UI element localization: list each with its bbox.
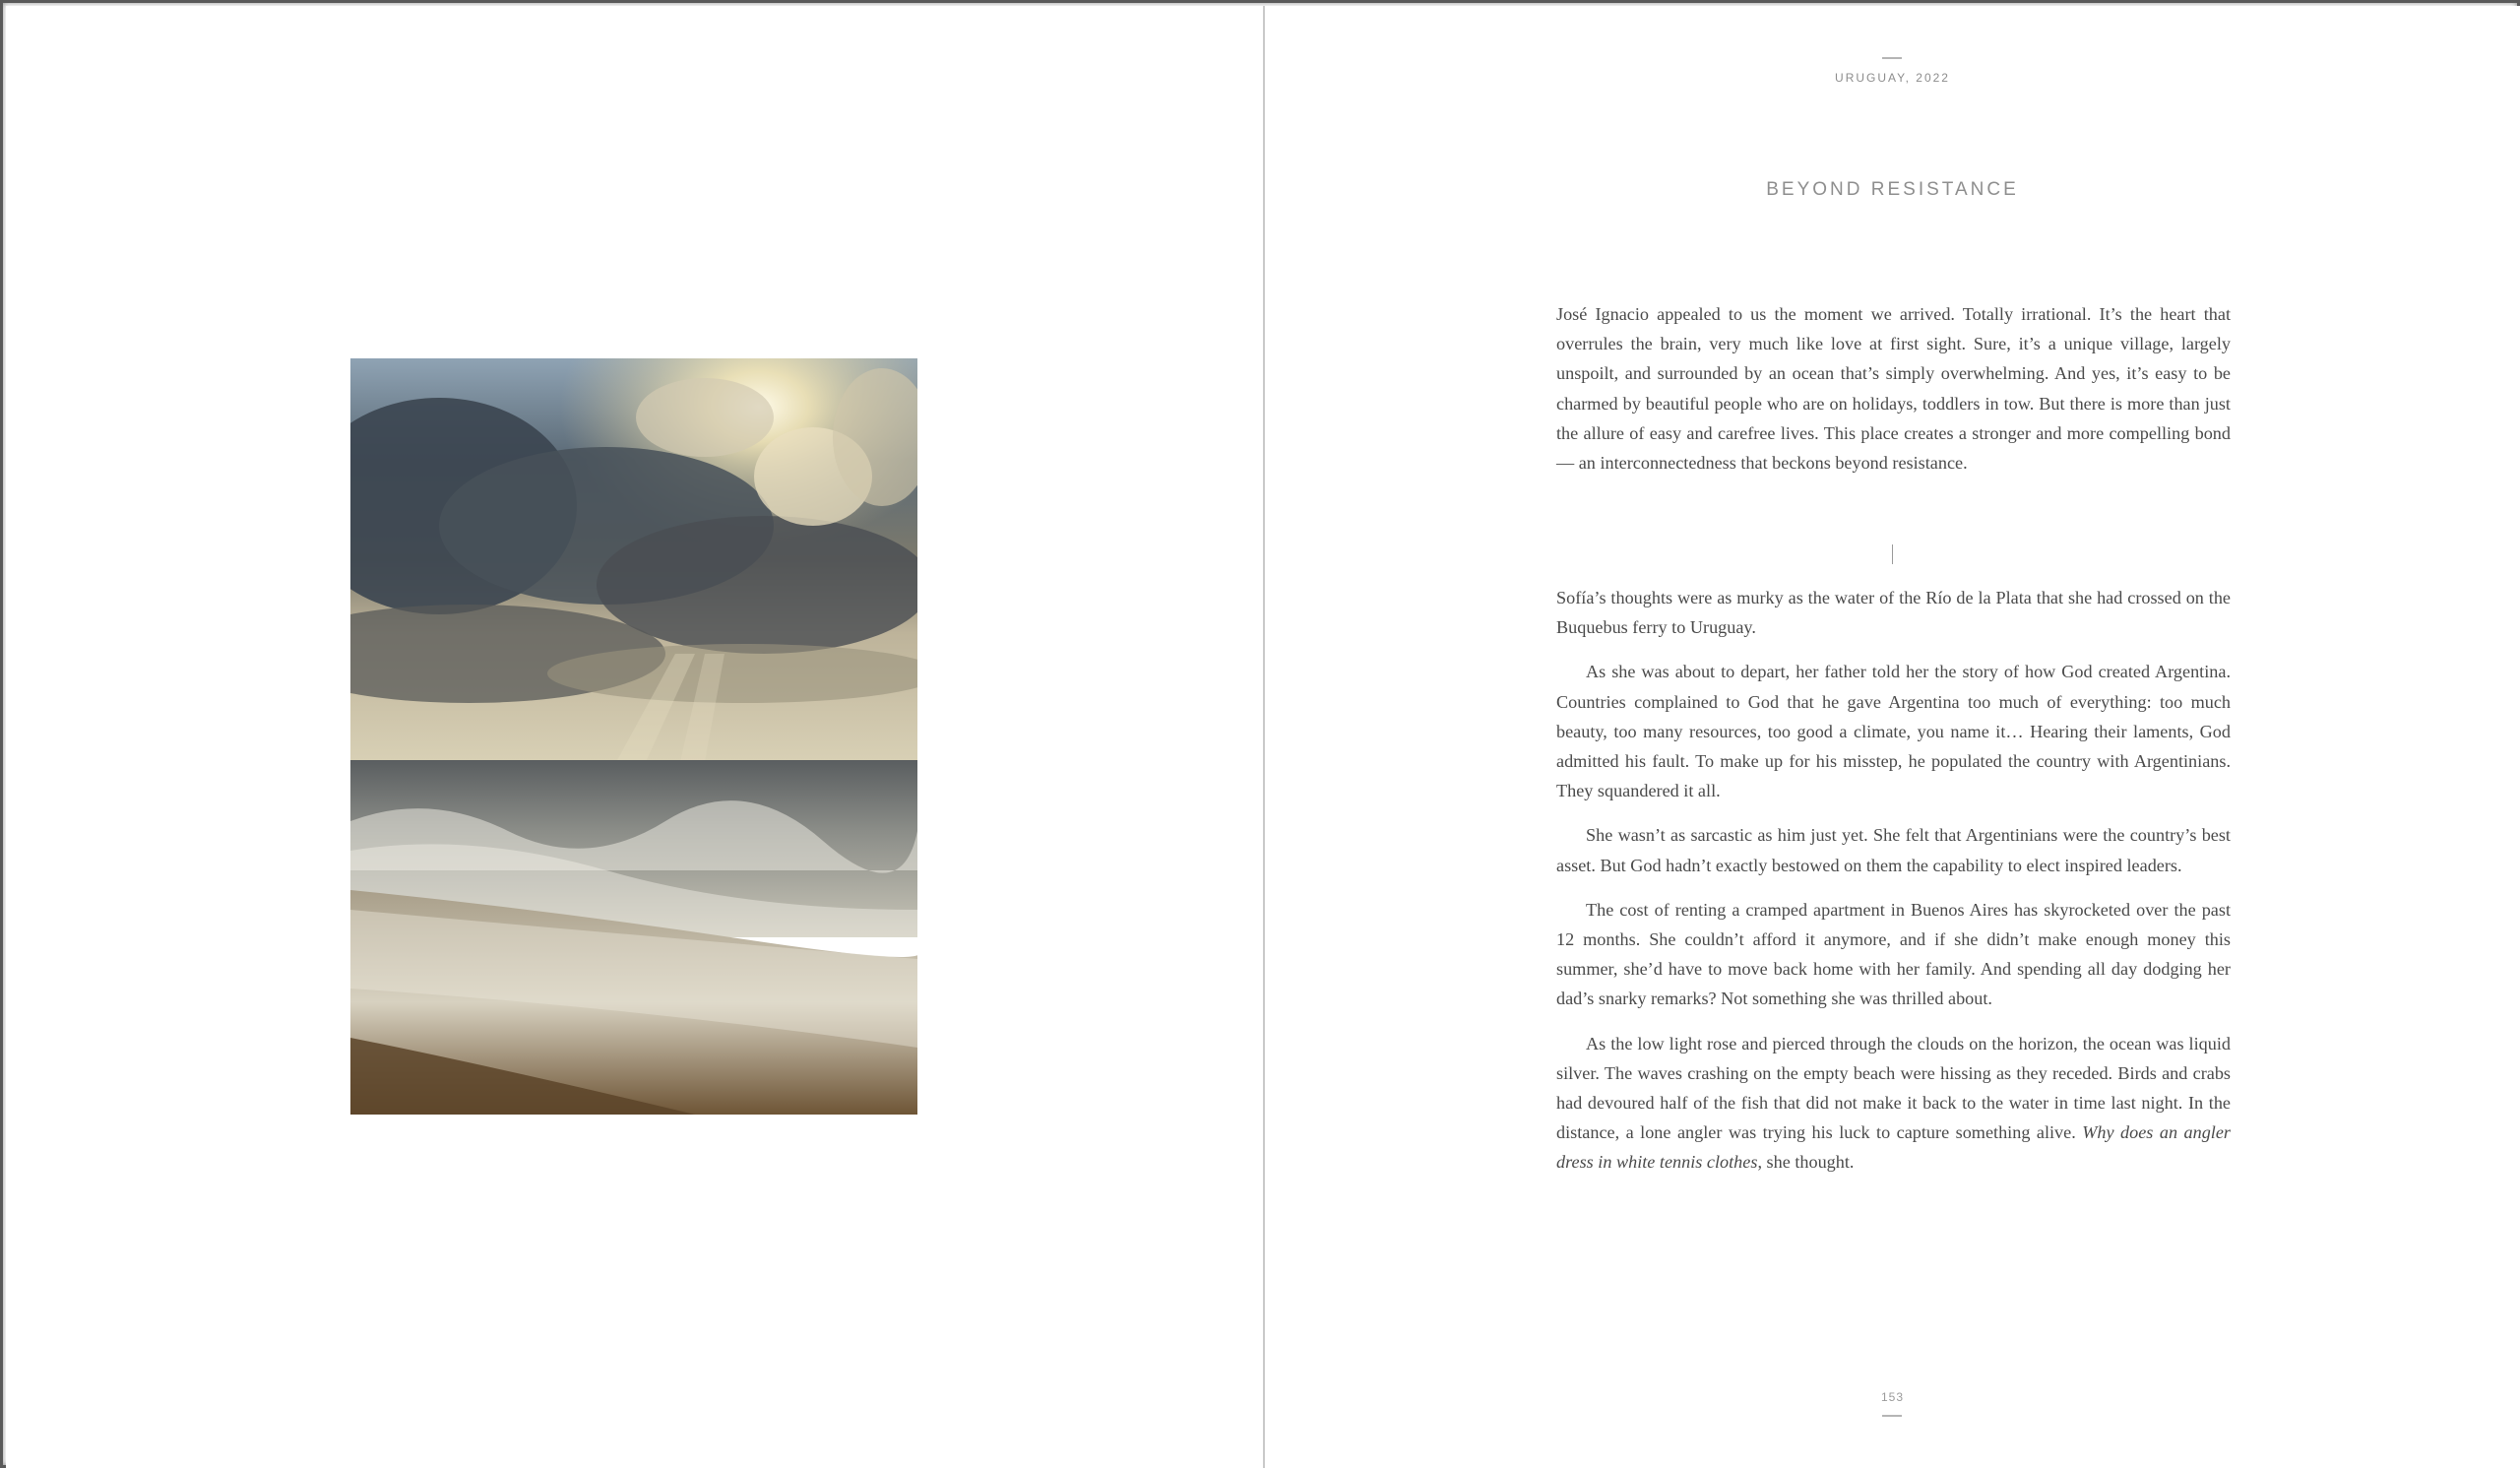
chapter-title: BEYOND RESISTANCE: [1766, 179, 2019, 200]
last-paragraph-text: As the low light rose and pierced through the clouds on the horizon, the ocean was liquid silver. The waves crashing on the empty beach were hissing as they receded. Birds and crabs had devoured half of the fish that did not make it back to the water in time last night. In the distance, a lone angler was trying his luck to capture something alive.: [1556, 1033, 2231, 1143]
ocean-sunset-photo-icon: [350, 358, 917, 1115]
intro-paragraph: José Ignacio appealed to us the moment we arrived. Totally irrational. It’s the heart that overrules the brain, very much like love at first sight. Sure, it’s a unique village, largely unspoilt, and surrounded by an ocean that’s simply overwhelming. And yes, it’s easy to be charmed by beautiful people who are on holidays, toddlers in tow. But there is more than just the allure of easy and carefree lives. This place creates a stronger and more compelling bond — an interconnectedness that beckons beyond resistance.: [1556, 304, 2231, 474]
header-dash: [1882, 57, 1902, 59]
story-paragraph-last: [1556, 1029, 2231, 1178]
section-separator: [1892, 544, 1893, 564]
page-number: 153: [1880, 1390, 1905, 1404]
story-paragraph: She wasn’t as sarcastic as him just yet. She felt that Argentinians were the country’s best asset. But God hadn’t exactly bestowed on them the capability to elect inspired leaders.: [1556, 825, 2231, 875]
right-page: [1265, 6, 2520, 1468]
ocean-photo: [350, 358, 917, 1115]
left-page: [6, 6, 1263, 1468]
last-paragraph-italic: Why does an angler dress in white tennis clothes: [1556, 1122, 2231, 1173]
story-paragraph: As she was about to depart, her father told her the story of how God created Argentina. Countries complained to God that he gave Argentina too much of everything: too much beauty, too many resources, too good a climate, you name it… Hearing their laments, God admitted his fault. To make up for his misstep, he populated the country with Argentinians. They squandered it all.: [1556, 662, 2231, 801]
last-paragraph-end: , she thought.: [1757, 1152, 1855, 1173]
intro-text: [1556, 299, 2231, 492]
story-paragraph: The cost of renting a cramped apartment in Buenos Aires has skyrocketed over the past 12 months. She couldn’t afford it anymore, and if she didn’t make enough money this summer, she’d have to move back home with her family. And spending all day dodging her dad’s snarky remarks? Not something she was thrilled about.: [1556, 899, 2231, 1009]
story-text: [1556, 583, 2231, 1192]
footer-dash: [1882, 1415, 1902, 1417]
story-paragraph: Sofía’s thoughts were as murky as the water of the Río de la Plata that she had crossed on the Buquebus ferry to Uruguay.: [1556, 588, 2231, 638]
running-head: URUGUAY, 2022: [1835, 71, 1950, 85]
